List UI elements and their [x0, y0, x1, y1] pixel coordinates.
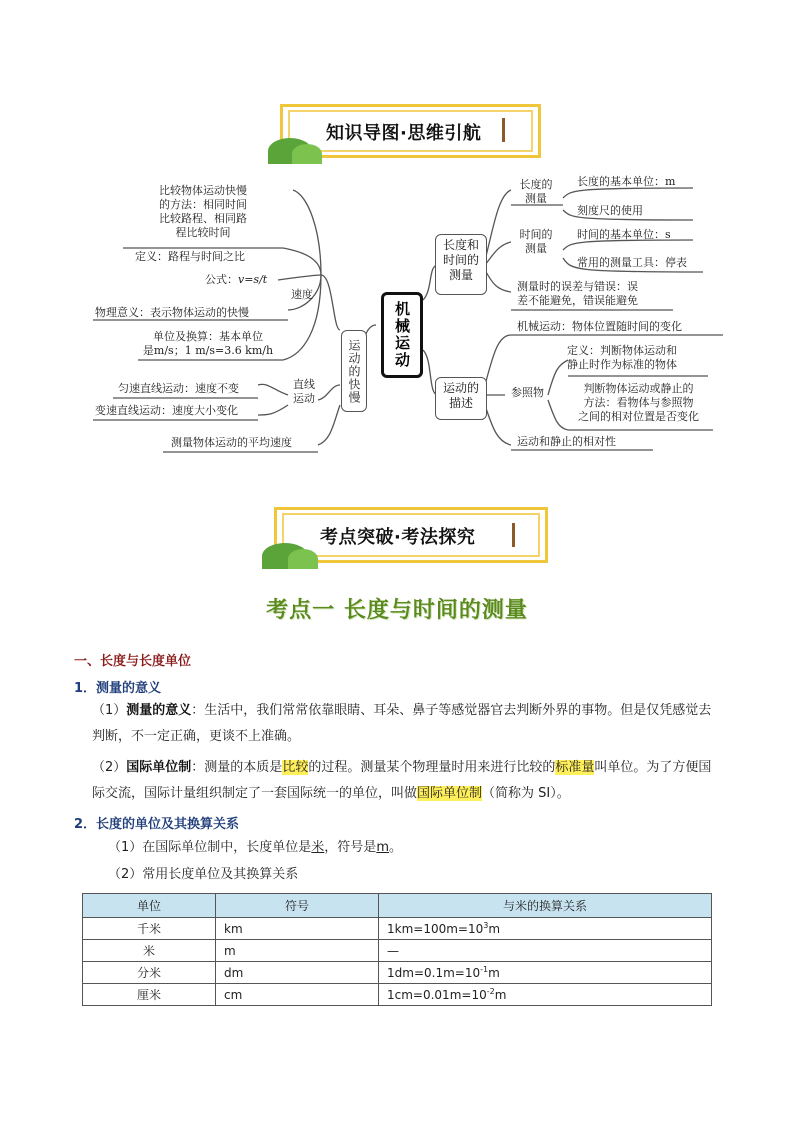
- speed-formula: [205, 273, 267, 287]
- reference-judge-line-3: 之间的相对位置是否变化: [578, 410, 699, 423]
- table-header: 与米的换算关系: [379, 894, 712, 918]
- highlight-standard: 标准量: [555, 760, 595, 775]
- relation-exponent: -1: [480, 965, 489, 974]
- symbol-cell: cm: [216, 984, 379, 1006]
- error-line-1: 测量时的误差与错误：误: [517, 280, 638, 293]
- symbol-cell: dm: [216, 962, 379, 984]
- section-title: 考点一 长度与时间的测量: [266, 598, 528, 623]
- unit-cell: 厘米: [83, 984, 216, 1006]
- unit-symbol: m: [376, 840, 389, 855]
- relation-unit: m: [494, 988, 507, 1002]
- symbol-cell: m: [216, 940, 379, 962]
- mind-map: [93, 170, 723, 460]
- length-units-table: [82, 893, 712, 1006]
- reference-judge-line-1: 判断物体运动或静止的: [583, 382, 694, 395]
- banner-title: 考点突破·考法探究: [320, 527, 476, 548]
- highlight-compare: 比较: [282, 760, 309, 775]
- speed-meaning: 物理意义：表示物体运动的快慢: [95, 306, 249, 319]
- reference-judge-line-2: 方法：看物体与参照物: [583, 396, 694, 409]
- heading-length-units: 一、长度与长度单位: [74, 654, 192, 669]
- banner-bar: [502, 118, 505, 142]
- relation-unit: m: [488, 922, 501, 936]
- speed-unit-line-1: 单位及换算：基本单位: [153, 330, 263, 343]
- table-header: 单位: [83, 894, 216, 918]
- formula-prefix: 公式：: [205, 273, 238, 286]
- para-text: （1）在国际单位制中，长度单位是: [108, 840, 312, 855]
- para-text: ：生活中，我们常常依靠眼睛、耳朵、鼻子等感觉器官去判断外界的事物。但是仅凭感觉去判断，不一定正确，更谈不上准确。: [92, 703, 712, 744]
- relation-text: 1dm=0.1m=10: [387, 966, 481, 980]
- relation-unit: m: [488, 966, 500, 980]
- para-text: ：测量的本质是: [191, 760, 283, 775]
- variable-linear-motion: 变速直线运动：速度大小变化: [95, 404, 238, 417]
- hub-line: 时间的: [442, 253, 479, 267]
- banner-bar: [512, 523, 515, 547]
- mind-map-speed-hub: 运动的快慢: [341, 330, 367, 412]
- mind-map-center-node: 机械运动: [381, 292, 423, 378]
- compare-method-line-1: 比较物体运动快慢: [159, 184, 247, 197]
- para-text: 叫单位。为了方便国际交流，国际计量组织制定了一套国际统一的单位，叫做: [92, 760, 712, 801]
- linear-label-line-1: 直线: [293, 378, 315, 391]
- subheading-length-units: 2．长度的单位及其换算关系: [74, 817, 240, 832]
- linear-label-line-2: 运动: [293, 392, 315, 405]
- time-label-line-1: 时间的: [519, 228, 553, 241]
- compare-method-line-3: 比较路程、相同路: [159, 212, 247, 225]
- hub-line: 测量: [448, 268, 473, 282]
- reference-object-label: 参照物: [511, 386, 544, 399]
- term: 测量的意义: [126, 703, 192, 718]
- paragraph-common-units: （2）常用长度单位及其换算关系: [108, 867, 299, 882]
- exam-banner: [262, 507, 552, 569]
- table-header-row: [83, 894, 712, 918]
- hub-line: 长度和: [442, 238, 479, 252]
- mindmap-banner: [268, 104, 543, 164]
- compare-method-line-2: 的方法：相同时间: [159, 198, 247, 211]
- para-number: （1）: [92, 703, 127, 718]
- unit-name: 米: [311, 840, 325, 855]
- subheading-measurement-meaning: 1．测量的意义: [74, 681, 162, 696]
- formula-value: v=s/t: [238, 273, 268, 286]
- ruler-usage: 刻度尺的使用: [577, 204, 643, 217]
- relation-text: 1km=100m=10: [387, 922, 484, 936]
- length-label-line-1: 长度的: [519, 178, 553, 191]
- time-measuring-tool: 常用的测量工具：停表: [577, 256, 687, 269]
- hill-decoration: [292, 144, 322, 164]
- relation-exponent: 3: [483, 921, 489, 930]
- relation-cell: [379, 918, 712, 940]
- para-text: 的过程。测量某个物理量时用来进行比较的: [308, 760, 556, 775]
- paragraph-si-length-unit: [108, 835, 740, 861]
- time-label-line-2: 测量: [525, 242, 547, 255]
- para-text: ，符号是: [324, 840, 377, 855]
- relation-text: —: [387, 943, 399, 958]
- paragraph-si-units: [92, 755, 724, 807]
- table-row: [83, 984, 712, 1006]
- speed-unit-line-2: 是m/s；1 m/s=3.6 km/h: [142, 344, 274, 357]
- speed-definition: 定义：路程与时间之比: [135, 250, 245, 263]
- speed-label: 速度: [291, 288, 313, 301]
- hub-line: 描述: [448, 396, 473, 410]
- symbol-cell: km: [216, 918, 379, 940]
- length-label-line-2: 测量: [525, 192, 547, 205]
- relation-exponent: -2: [486, 987, 495, 996]
- unit-cell: 千米: [83, 918, 216, 940]
- compare-method-line-4: 程比较时间: [175, 226, 231, 239]
- time-basic-unit: 时间的基本单位：s: [577, 228, 671, 241]
- uniform-linear-motion: 匀速直线运动：速度不变: [118, 382, 239, 395]
- reference-definition-line-2: 静止时作为标准的物体: [567, 358, 677, 371]
- relation-cell: [379, 940, 712, 962]
- mind-map-measurement-hub: [435, 234, 487, 295]
- error-line-2: 差不能避免，错误能避免: [517, 294, 638, 307]
- term: 国际单位制: [126, 760, 192, 775]
- para-text: 。: [388, 840, 402, 855]
- table-row: [83, 918, 712, 940]
- relation-text: 1cm=0.01m=10: [387, 988, 487, 1002]
- relativity-of-motion: 运动和静止的相对性: [517, 435, 616, 448]
- table-header: 符号: [216, 894, 379, 918]
- para-number: （2）: [92, 760, 127, 775]
- length-basic-unit: 长度的基本单位：m: [577, 175, 676, 188]
- banner-title: 知识导图·思维引航: [326, 123, 482, 144]
- paragraph-measurement-meaning: [92, 698, 724, 750]
- unit-cell: 米: [83, 940, 216, 962]
- unit-cell: 分米: [83, 962, 216, 984]
- mind-map-description-hub: [435, 377, 487, 420]
- hub-line: 运动的: [442, 381, 479, 395]
- highlight-si: 国际单位制: [417, 786, 483, 801]
- average-speed-measurement: 测量物体运动的平均速度: [171, 436, 292, 449]
- para-text: （简称为 SI）。: [482, 786, 570, 801]
- relation-cell: [379, 962, 712, 984]
- hill-decoration: [288, 549, 318, 569]
- table-row: [83, 962, 712, 984]
- table-row: [83, 940, 712, 962]
- relation-cell: [379, 984, 712, 1006]
- mechanical-motion-definition: 机械运动：物体位置随时间的变化: [517, 320, 682, 333]
- reference-definition-line-1: 定义：判断物体运动和: [567, 344, 677, 357]
